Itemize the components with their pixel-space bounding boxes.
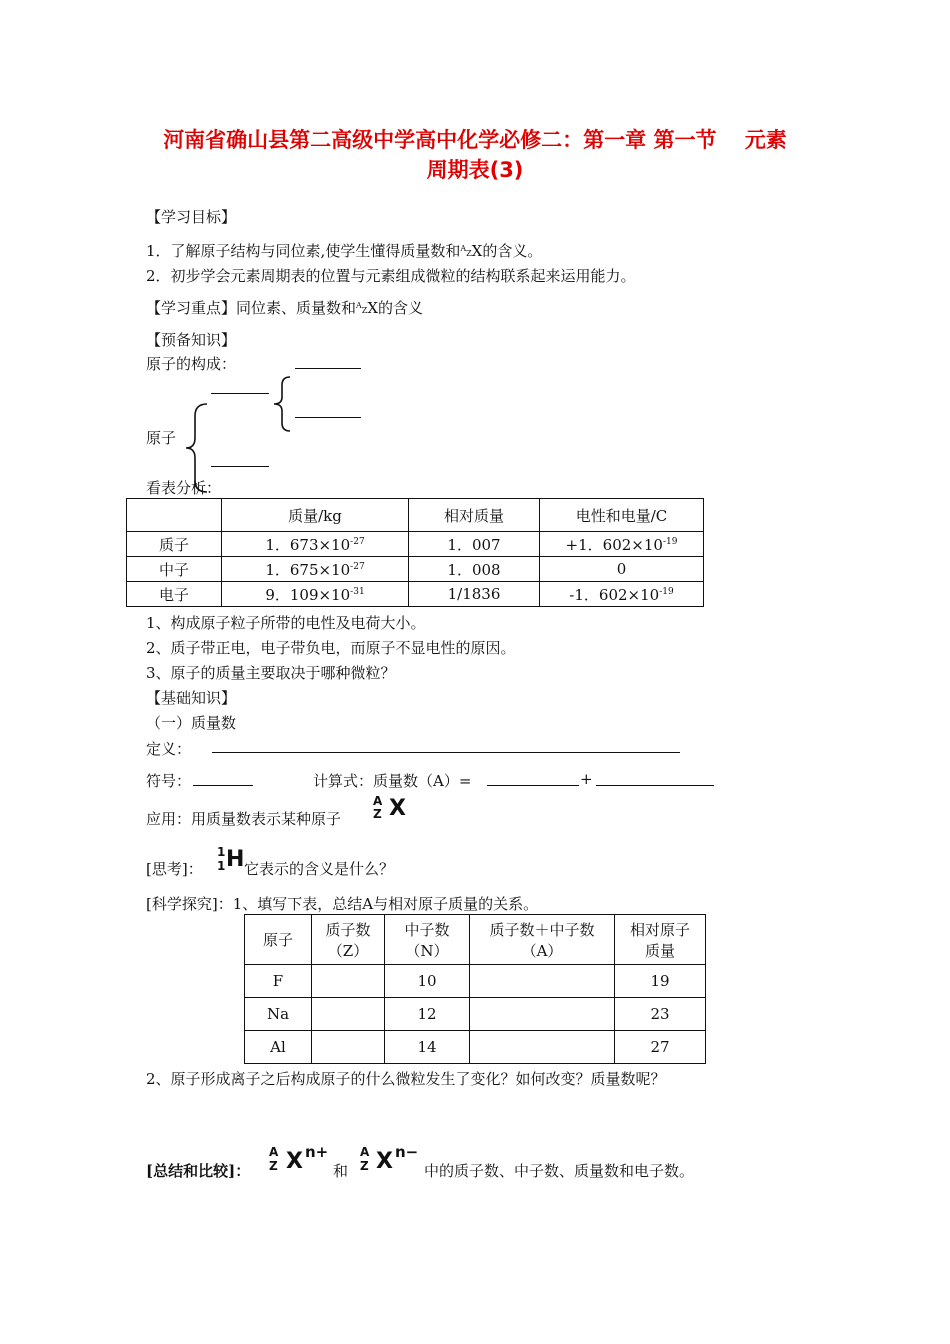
objective-item-1 <box>146 240 542 261</box>
think-question: 它表示的含义是什么？ <box>244 860 395 878</box>
summary-label: [总结和比较]： <box>146 1162 251 1180</box>
explore-header-l1: 中子数 <box>404 920 450 939</box>
particle-relative-mass: 1/1836 <box>409 582 540 607</box>
symbol-blank <box>193 785 253 786</box>
and-word: 和 <box>333 1162 349 1180</box>
table-row <box>245 998 706 1031</box>
key-points-post: 的含义 <box>378 299 424 317</box>
particle-relative-mass: 1．008 <box>409 557 540 582</box>
explore-z <box>312 998 385 1031</box>
formula-label: 计算式：质量数（A）= <box>313 772 472 790</box>
think-label: [思考]： <box>146 860 203 878</box>
charge-value: +1．602×10 <box>565 535 663 554</box>
charge-value: 0 <box>616 560 627 578</box>
particle-table-header <box>127 499 704 532</box>
explore-table <box>244 914 706 1064</box>
explore-header-l2: （N） <box>405 941 449 960</box>
explore-header-cell <box>615 915 706 965</box>
charge-value: -1．602×10 <box>569 585 660 604</box>
think-symbol-sup: 1 <box>217 845 226 859</box>
explore-z <box>312 1031 385 1064</box>
table-row <box>127 557 704 582</box>
explore-n: 12 <box>385 998 470 1031</box>
question-2: 2、质子带正电，电子带负电，而原子不显电性的原因。 <box>146 639 516 657</box>
summary-text: 中的质子数、中子数、质量数和电子数。 <box>424 1162 695 1180</box>
ion2-charge: n− <box>395 1143 419 1161</box>
explore-header-l1: 质子数＋中子数 <box>489 920 595 939</box>
particle-mass <box>222 557 409 582</box>
mass-exponent: -31 <box>350 586 365 597</box>
particle-relative-mass: 1．007 <box>409 532 540 557</box>
preparation-heading: 【预备知识】 <box>146 331 237 349</box>
blank-line-4 <box>211 466 269 467</box>
objective-1-symbol: X <box>471 242 483 260</box>
mass-value: 1．675×10 <box>265 560 351 579</box>
formula-plus: + <box>580 770 593 788</box>
objective-1-sub: Z <box>466 249 472 258</box>
ion1-sub: Z <box>269 1159 278 1173</box>
explore-header-l1: 质子数 <box>325 920 371 939</box>
mass-exponent: -27 <box>350 561 365 572</box>
particle-charge <box>540 557 704 582</box>
formula-blank-1 <box>487 785 579 786</box>
app-symbol-x: X <box>389 796 406 821</box>
explore-mass: 27 <box>615 1031 706 1064</box>
particle-header-cell: 电性和电量/C <box>540 499 704 532</box>
mass-number-subheading: （一）质量数 <box>146 714 237 732</box>
question-ion-change: 2、原子形成离子之后构成原子的什么微粒发生了变化？如何改变？质量数呢？ <box>146 1070 666 1088</box>
particle-name: 中子 <box>127 557 222 582</box>
table-row <box>127 582 704 607</box>
mass-value: 1．673×10 <box>265 535 351 554</box>
explore-a <box>470 998 615 1031</box>
table-row <box>245 1031 706 1064</box>
application-label: 应用：用质量数表示某种原子 <box>146 810 342 828</box>
ion2-symbol: X <box>376 1149 393 1174</box>
explore-atom: Na <box>245 998 312 1031</box>
explore-header-l2: （Z） <box>327 941 369 960</box>
particle-header-cell: 质量/kg <box>222 499 409 532</box>
question-1: 1、构成原子粒子所带的电性及电荷大小。 <box>146 614 426 632</box>
symbol-label: 符号： <box>146 772 192 790</box>
blank-line-3 <box>295 417 361 418</box>
particle-charge <box>540 532 704 557</box>
objective-item-2: 2．初步学会元素周期表的位置与元素组成微粒的结构联系起来运用能力。 <box>146 267 636 285</box>
ion2-sup: A <box>360 1145 370 1159</box>
key-points-text: 【学习重点】同位素、质量数和 <box>146 299 357 317</box>
charge-exponent: -19 <box>659 586 674 597</box>
explore-label: [科学探究]：1、填写下表，总结A与相对原子质量的关系。 <box>146 895 539 913</box>
explore-mass: 23 <box>615 998 706 1031</box>
explore-mass: 19 <box>615 965 706 998</box>
particle-header-cell: 相对质量 <box>409 499 540 532</box>
blank-line-2 <box>211 393 269 394</box>
ion1-sup: A <box>269 1145 279 1159</box>
app-symbol-sup: A <box>373 794 383 808</box>
key-points <box>146 297 423 318</box>
objective-1-sup: A <box>460 244 467 253</box>
explore-atom: Al <box>245 1031 312 1064</box>
formula-blank-2 <box>596 785 714 786</box>
ion1-charge: n+ <box>305 1143 329 1161</box>
explore-a <box>470 965 615 998</box>
key-points-symbol: X <box>367 299 379 317</box>
key-points-sup: A <box>356 301 362 310</box>
charge-exponent: -19 <box>662 536 678 547</box>
objectives-heading: 【学习目标】 <box>146 208 237 226</box>
basic-heading: 【基础知识】 <box>146 689 237 707</box>
particle-mass <box>222 582 409 607</box>
explore-header-l1: 相对原子 <box>629 920 690 939</box>
atom-structure-label: 原子的构成： <box>146 355 237 373</box>
explore-table-header <box>245 915 706 965</box>
explore-n: 14 <box>385 1031 470 1064</box>
page-title-line2: 周期表(3) <box>426 158 524 182</box>
explore-n: 10 <box>385 965 470 998</box>
key-points-sub: Z <box>361 306 368 315</box>
atom-label: 原子 <box>146 429 177 447</box>
explore-header-cell <box>312 915 385 965</box>
explore-atom: F <box>245 965 312 998</box>
particle-header-cell <box>127 499 222 532</box>
small-brace-icon <box>270 375 294 433</box>
explore-header-l2: 质量 <box>644 941 675 960</box>
app-symbol-sub: Z <box>373 807 382 821</box>
explore-header-l1: 原子 <box>262 931 293 949</box>
ion1-symbol: X <box>286 1149 303 1174</box>
objective-1-text: 1．了解原子结构与同位素,使学生懂得质量数和 <box>146 242 461 260</box>
explore-header-l2: （A） <box>521 941 563 960</box>
see-table-label: 看表分析： <box>146 479 222 497</box>
table-row <box>245 965 706 998</box>
objective-1-post: 的含义。 <box>482 242 543 260</box>
page-title-line1: 河南省确山县第二高级中学高中化学必修二：第一章 第一节 元素 <box>163 128 787 152</box>
explore-header-cell <box>245 915 312 965</box>
ion2-sub: Z <box>360 1159 369 1173</box>
explore-header-cell <box>470 915 615 965</box>
particle-name: 质子 <box>127 532 222 557</box>
particle-name: 电子 <box>127 582 222 607</box>
particle-mass <box>222 532 409 557</box>
particle-table <box>126 498 704 607</box>
table-row <box>127 532 704 557</box>
think-symbol-sub: 1 <box>217 859 226 873</box>
explore-z <box>312 965 385 998</box>
mass-exponent: -27 <box>350 536 365 547</box>
mass-value: 9．109×10 <box>265 585 351 604</box>
question-3: 3、原子的质量主要取决于哪种微粒？ <box>146 664 396 682</box>
definition-blank <box>212 752 680 753</box>
blank-line-1 <box>295 368 361 369</box>
particle-charge <box>540 582 704 607</box>
explore-header-cell <box>385 915 470 965</box>
think-symbol-h: H <box>226 847 245 872</box>
definition-label: 定义： <box>146 740 192 758</box>
explore-a <box>470 1031 615 1064</box>
